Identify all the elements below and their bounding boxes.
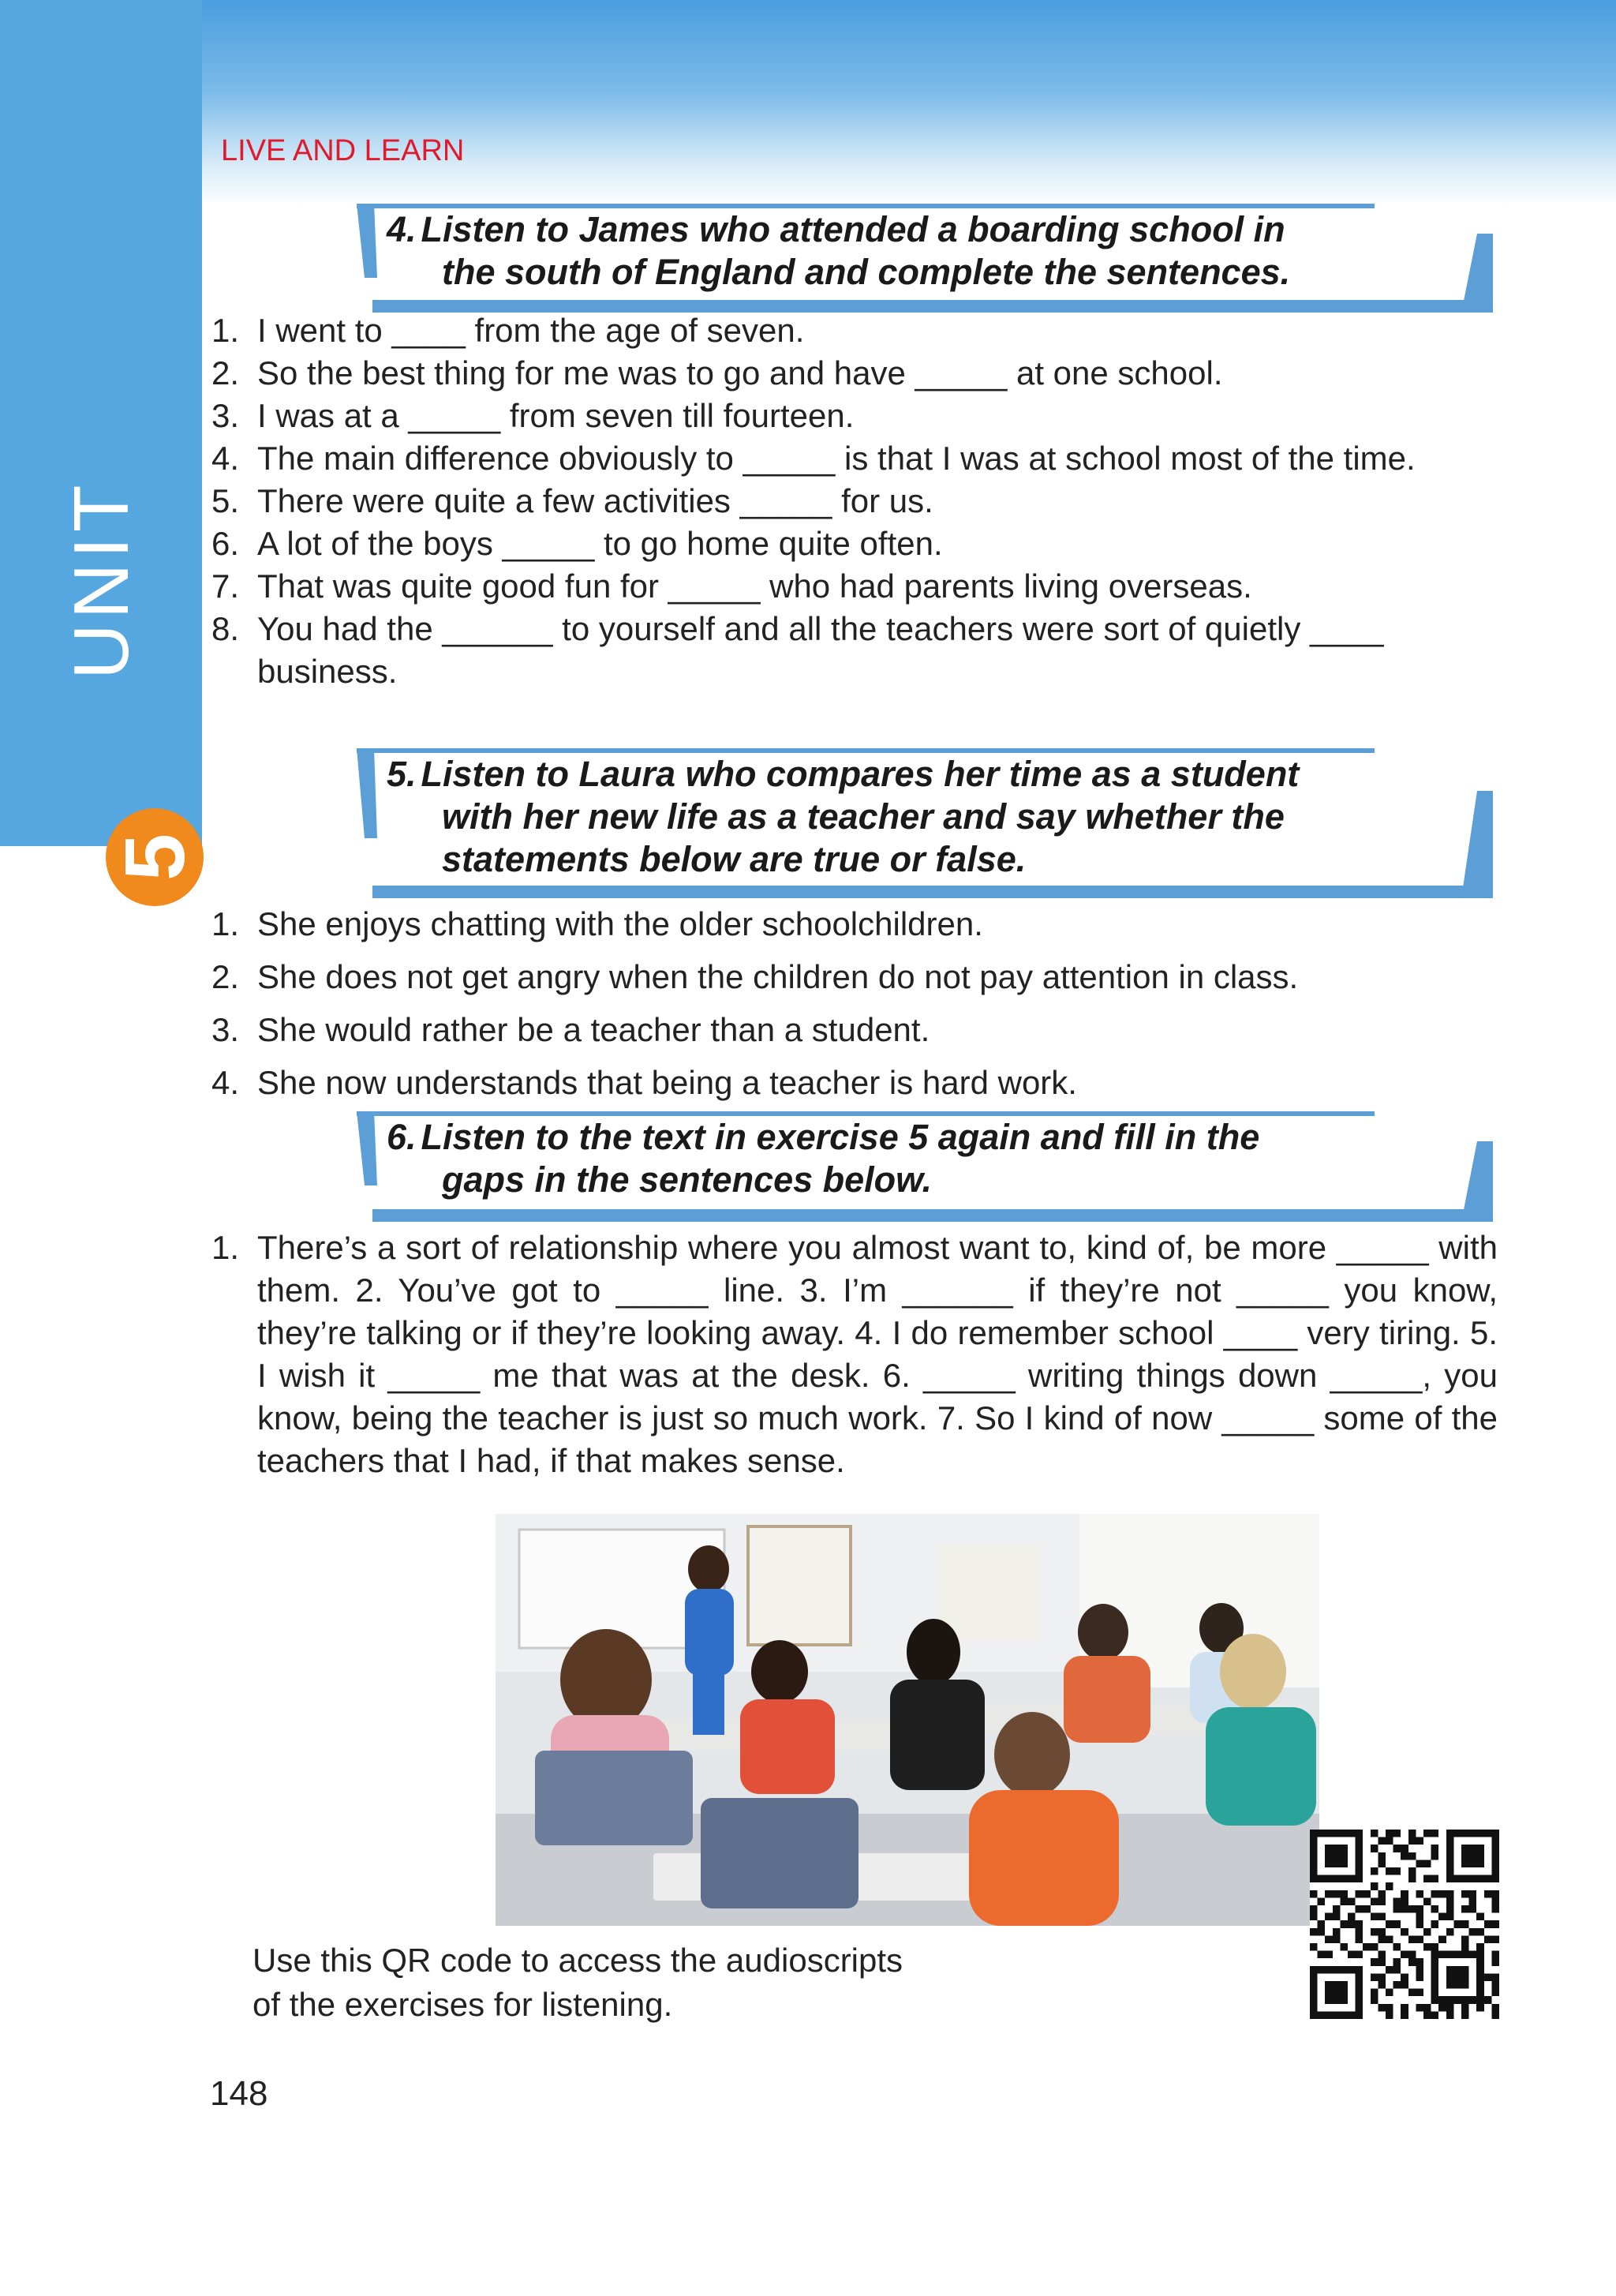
item-number: 2.	[211, 354, 240, 391]
item-text: She would rather be a teacher than a student.	[257, 1011, 930, 1048]
unit-side-band	[0, 0, 202, 846]
exercise-4-title-line2: the south of England and complete the sentences.	[442, 252, 1291, 292]
exercise-5-list	[211, 903, 1498, 1114]
exercise-4-title	[387, 208, 1430, 294]
list-item	[211, 1009, 1498, 1051]
item-text: She does not get angry when the children do not pay attention in class.	[257, 958, 1299, 995]
item-number: 1.	[211, 905, 240, 942]
item-text: That was quite good fun for _____ who had parents living overseas.	[257, 567, 1252, 605]
list-item	[211, 903, 1498, 946]
list-item	[211, 565, 1498, 608]
list-item	[211, 480, 1498, 522]
item-text: The main difference obviously to _____ is that I was at school most of the time.	[257, 440, 1416, 477]
item-number: 1.	[211, 312, 240, 349]
item-number: 3.	[211, 397, 240, 434]
qr-caption	[252, 1938, 1042, 2027]
list-item	[211, 352, 1498, 395]
header-gradient-band	[0, 0, 1616, 205]
item-number: 2.	[211, 958, 240, 995]
exercise-5-title	[387, 753, 1430, 881]
qr-caption-line1: Use this QR code to access the audioscripts	[252, 1942, 903, 1979]
classroom-photo	[496, 1514, 1319, 1926]
exercise-4-list	[211, 309, 1498, 693]
item-text: So the best thing for me was to go and have _____ at one school.	[257, 354, 1223, 391]
qr-code[interactable]	[1310, 1830, 1499, 2019]
item-number: 4.	[211, 1064, 240, 1101]
exercise-4-number: 4.	[387, 209, 417, 249]
item-text: You had the ______ to yourself and all the teachers were sort of quietly ____ business.	[257, 610, 1384, 690]
exercise-6-title	[387, 1116, 1430, 1201]
item-number: 4.	[211, 440, 240, 477]
exercise-6-list	[211, 1227, 1498, 1482]
exercise-6-number: 6.	[387, 1117, 417, 1157]
list-item	[211, 1062, 1498, 1104]
qr-caption-line2: of the exercises for listening.	[252, 1986, 673, 2023]
exercise-5-banner	[357, 743, 1501, 901]
exercise-6-title-line1: Listen to the text in exercise 5 again and fill in the	[421, 1117, 1260, 1157]
list-item	[211, 309, 1498, 352]
item-number: 1.	[211, 1229, 240, 1266]
list-item	[211, 1227, 1498, 1482]
page-number: 148	[210, 2074, 268, 2113]
item-number: 8.	[211, 610, 240, 647]
list-item	[211, 956, 1498, 998]
item-text: There were quite a few activities _____ for us.	[257, 482, 933, 519]
exercise-4-banner	[357, 199, 1501, 317]
gap-fill-paragraph: There’s a sort of relationship where you almost want to, kind of, be more _____ with them. 2. You’ve got to _____ line. 3. I’m ______ if they’re not _____ you know, they’re talking or if they’re looking away. 4. I do remember school ____ very tiring. 5. I wish it _____ me that was at the desk. 6. _____ writing things down _____, you know, being the teacher is just so much work. 7. So I kind of now _____ some of the teachers that I had, if that makes sense.	[257, 1229, 1498, 1479]
item-number: 6.	[211, 525, 240, 562]
list-item	[211, 395, 1498, 437]
exercise-4-title-line1: Listen to James who attended a boarding school in	[421, 209, 1285, 249]
list-item	[211, 522, 1498, 565]
exercise-6-title-line2: gaps in the sentences below.	[442, 1159, 932, 1200]
unit-label: UNIT	[58, 480, 144, 680]
item-number: 7.	[211, 567, 240, 605]
item-number: 3.	[211, 1011, 240, 1048]
item-text: A lot of the boys _____ to go home quite often.	[257, 525, 943, 562]
exercise-5-title-line2: with her new life as a teacher and say whether the	[442, 796, 1285, 837]
item-text: She enjoys chatting with the older schoolchildren.	[257, 905, 983, 942]
exercise-5-number: 5.	[387, 754, 417, 794]
item-text: I was at a _____ from seven till fourteen.	[257, 397, 855, 434]
list-item	[211, 437, 1498, 480]
item-number: 5.	[211, 482, 240, 519]
item-text: She now understands that being a teacher is hard work.	[257, 1064, 1077, 1101]
exercise-5-title-line3: statements below are true or false.	[442, 839, 1027, 879]
item-text: I went to ____ from the age of seven.	[257, 312, 805, 349]
exercise-6-banner	[357, 1107, 1501, 1225]
exercise-5-title-line1: Listen to Laura who compares her time as a student	[421, 754, 1300, 794]
section-label: LIVE AND LEARN	[221, 134, 465, 167]
unit-number: 5	[107, 833, 202, 882]
list-item	[211, 608, 1498, 693]
